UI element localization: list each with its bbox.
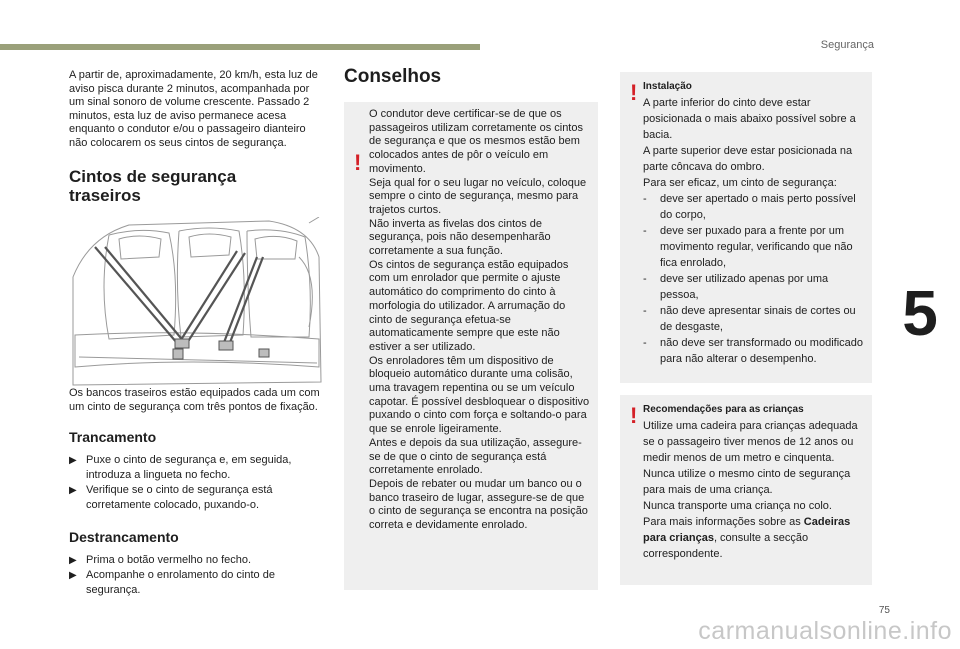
intro-paragraph: A partir de, aproximadamente, 20 km/h, esta luz de aviso pisca durante 2 minutos, acompanhada por um sinal sonoro de volume crescente. Passado 2 minutos, esta luz de aviso permanece acesa enquanto o condutor e/ou o passageiro dianteiro não colocarem os seus cintos de segurança. xyxy=(69,69,318,149)
rear-seat-illustration xyxy=(69,217,323,387)
header-bar xyxy=(0,44,480,50)
rear-belts-heading: Cintos de segurança traseiros xyxy=(69,167,237,205)
warning-icon: ! xyxy=(354,150,362,175)
arrow-bullet-icon: ▶ xyxy=(69,455,77,466)
cross-reference-link[interactable]: Cadeiras para crianças xyxy=(643,516,851,544)
unlock-heading: Destrancamento xyxy=(69,529,179,545)
install-box xyxy=(620,72,872,383)
section-label: Segurança xyxy=(820,39,874,51)
watermark: carmanualsonline.info xyxy=(698,617,952,645)
page-number: 75 xyxy=(878,605,890,616)
install-paragraph: A parte superior deve estar posicionada na parte côncava do ombro. xyxy=(643,145,853,173)
rear-seat-image xyxy=(69,217,323,387)
list-item: ▶ Verifique se o cinto de segurança está corretamente colocado, puxando-o. xyxy=(69,484,273,511)
children-paragraph: Utilize uma cadeira para crianças adequada se o passageiro tiver menos de 12 anos ou medir menos de um metro e cinquenta. xyxy=(643,420,858,464)
list-item: ▶ Puxe o cinto de segurança e, em seguida, introduza a lingueta no fecho. xyxy=(69,454,292,481)
list-item: ▶ Prima o botão vermelho no fecho. xyxy=(69,554,252,566)
chapter-number: 5 xyxy=(902,277,938,349)
warning-icon: ! xyxy=(630,403,638,428)
arrow-bullet-icon: ▶ xyxy=(69,570,77,581)
column-left xyxy=(69,69,325,598)
advice-box xyxy=(344,102,598,590)
install-title: Instalação xyxy=(643,81,692,92)
install-paragraph: A parte inferior do cinto deve estar posicionada o mais abaixo possível sobre a bacia. xyxy=(643,97,856,141)
list-item: - deve ser apertado o mais perto possível do corpo, xyxy=(643,193,856,221)
list-item: - não deve ser transformado ou modificado para não alterar o desempenho. xyxy=(643,337,864,365)
warning-icon: ! xyxy=(630,80,638,105)
list-item: - deve ser puxado para a frente por um movimento regular, verificando que não fica enrolado, xyxy=(643,225,853,269)
arrow-bullet-icon: ▶ xyxy=(69,555,77,566)
install-paragraph: Para ser eficaz, um cinto de segurança: xyxy=(643,177,837,189)
column-middle xyxy=(344,64,598,590)
advice-text: O condutor deve certificar-se de que os passageiros utilizam corretamente os cintos de segurança e que os mesmos estão bem colocados antes de pôr o veículo em movimento. Seja qual for o seu lugar no veículo, coloque sempre o cinto de segurança, mesmo para trajetos curtos. Não inverta as fivelas dos cintos de segurança, pois não desempenharão corretamente a sua função. Os cintos de segurança estão equipados com um enrolador que permite o ajuste automático do comprimento do cinto à morfologia do utilizador. A arrumação do cinto de segurança efetua-se automaticamente sempre que este não estiver a ser utilizado. Os enroladores têm um dispositivo de bloqueio automático durante uma colisão, uma travagem repentina ou se um veículo capotar. É possível desbloquear o dispositivo puxando o cinto com força e soltando-o para que se enrole ligeiramente. Antes e depois da sua utilização, assegure-se de que o cinto de segurança está corretamente enrolado. Depois de rebater ou mudar um banco ou o banco traseiro de lugar, assegure-se de que o cinto de segurança se encontra na posição correta e devidamente enrolado. xyxy=(369,108,590,532)
children-paragraph: Nunca transporte uma criança no colo. xyxy=(643,500,832,512)
children-paragraph: Nunca utilize o mesmo cinto de segurança para mais de uma criança. xyxy=(643,468,851,496)
children-paragraph: Para mais informações sobre as Cadeiras para crianças, consulte a secção correspondente. xyxy=(643,516,851,560)
figure-caption: Os bancos traseiros estão equipados cada um com um cinto de segurança com três pontos de fixação. xyxy=(69,387,320,413)
arrow-bullet-icon: ▶ xyxy=(69,485,77,496)
advice-heading: Conselhos xyxy=(344,66,442,87)
children-box xyxy=(620,395,872,585)
column-right xyxy=(620,72,872,585)
list-item: - deve ser utilizado apenas por uma pessoa, xyxy=(643,273,829,301)
list-item: - não deve apresentar sinais de cortes ou de desgaste, xyxy=(643,305,856,333)
children-title: Recomendações para as crianças xyxy=(643,404,804,415)
lock-heading: Trancamento xyxy=(69,429,157,445)
list-item: ▶ Acompanhe o enrolamento do cinto de segurança. xyxy=(69,569,275,596)
